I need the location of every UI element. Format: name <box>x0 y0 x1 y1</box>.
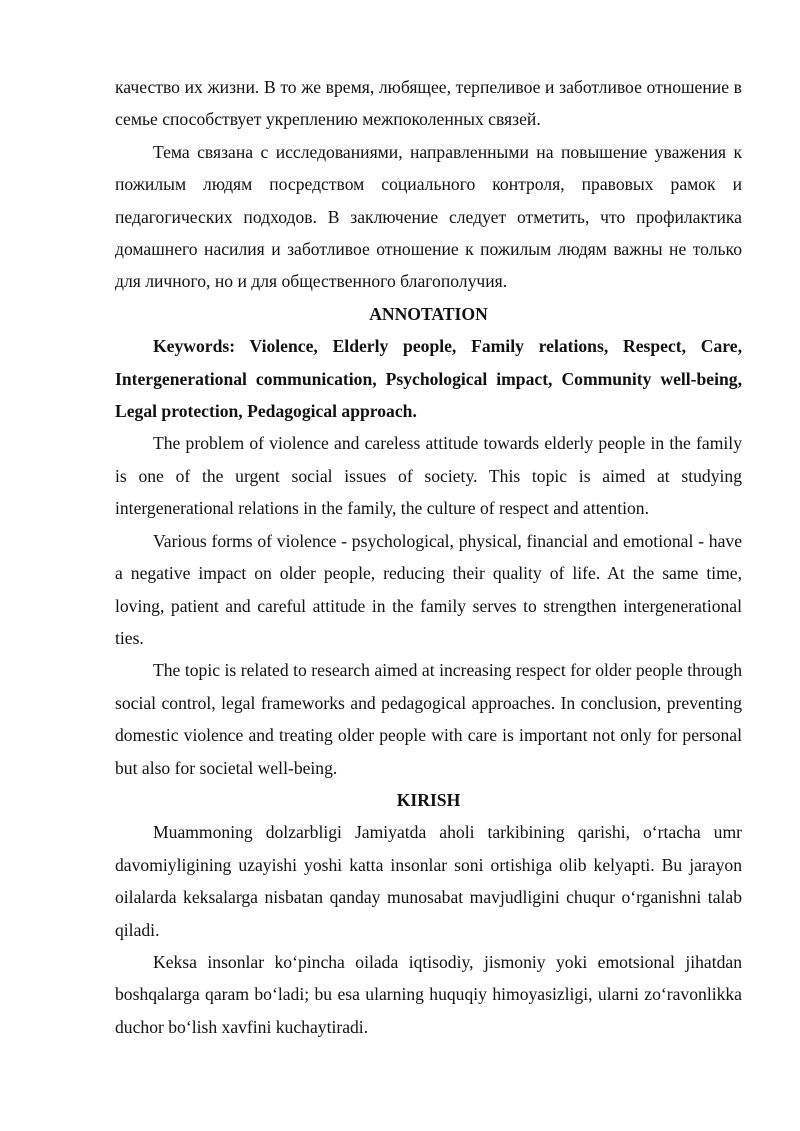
annotation-heading: ANNOTATION <box>369 303 488 324</box>
uzbek-paragraph-1: Muammoning dolzarbligi Jamiyatda aholi tarkibining qarishi, o‘rtacha umr davomiyligining uzayishi yoshi katta insonlar soni ortishiga olib kelyapti. Bu jarayon oilalarda keksalarga nisbatan qanday munosabat mavjudligini chuqur o‘rganishni talab qiladi. <box>115 822 742 940</box>
english-paragraph-2: Various forms of violence - psychological, physical, financial and emotional - have a negative impact on older people, reducing their quality of life. At the same time, loving, patient and careful attitude in the family serves to strengthen intergenerational ties. <box>115 530 742 648</box>
kirish-heading: KIRISH <box>396 789 461 810</box>
russian-paragraph-continuation: качество их жизни. В то же время, любящее, терпеливое и заботливое отношение в семье способствует укреплению межпоколенных связей. <box>115 77 742 130</box>
russian-paragraph: Тема связана с исследованиями, направленными на повышение уважения к пожилым людям посредством социального контроля, правовых рамок и педагогических подходов. В заключение следует отметить, что профилактика домашнего насилия и заботливое отношение к пожилым людям важны не только для личного, но и для общественного благополучия. <box>115 141 742 292</box>
uzbek-paragraph-2: Keksa insonlar ko‘pincha oilada iqtisodiy, jismoniy yoki emotsional jihatdan boshqalarga qaram bo‘ladi; bu esa ularning huquqiy himoyasizligi, ularni zo‘ravonlikka duchor bo‘lish xavfini kuchaytiradi. <box>115 951 742 1037</box>
keywords-paragraph: Keywords: Violence, Elderly people, Family relations, Respect, Care, Intergenerational communication, Psychological impact, Community well-being, Legal protection, Pedagogical approach. <box>115 336 742 422</box>
document-page <box>115 71 742 1043</box>
english-paragraph-3: The topic is related to research aimed at increasing respect for older people through social control, legal frameworks and pedagogical approaches. In conclusion, preventing domestic violence and treating older people with care is important not only for personal but also for societal well-being. <box>115 660 742 778</box>
english-paragraph-1: The problem of violence and careless attitude towards elderly people in the family is one of the urgent social issues of society. This topic is aimed at studying intergenerational relations in the family, the culture of respect and attention. <box>115 433 742 519</box>
